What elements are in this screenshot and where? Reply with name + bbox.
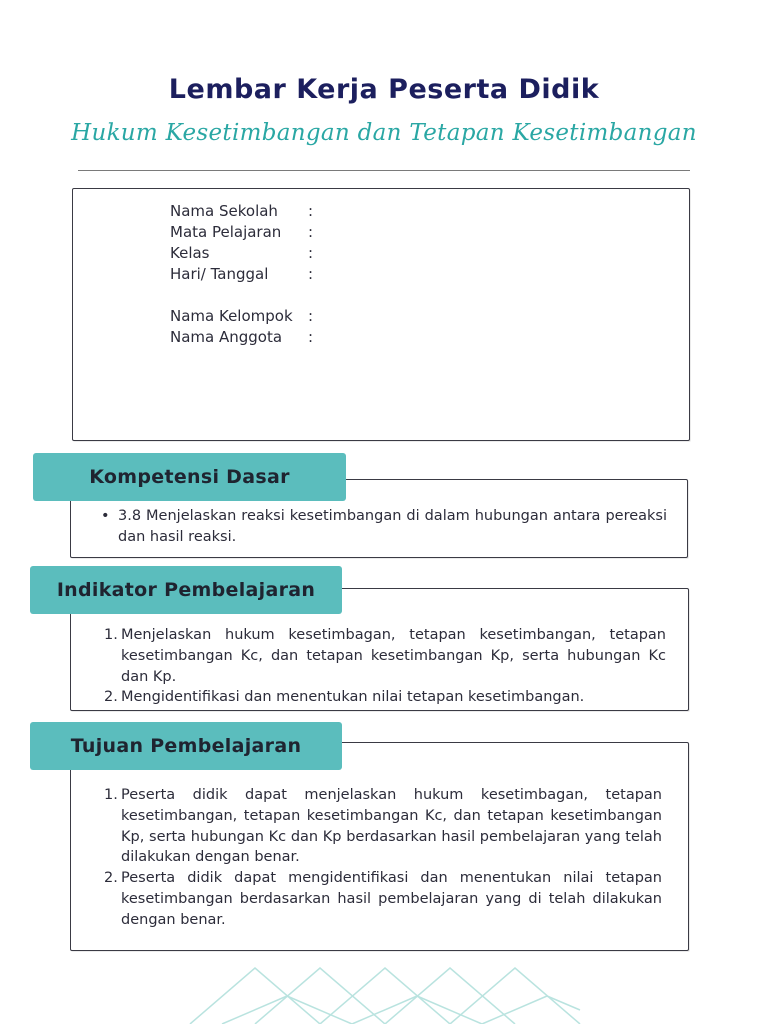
item-text: Peserta didik dapat mengidentifikasi dan menentukan nilai tetapan kesetimbangan berdasarkan hasil pembelajaran yang di telah dilakukan dengan benar.	[121, 870, 662, 928]
identity-row	[170, 306, 318, 327]
indikator-list	[104, 625, 666, 708]
item-number: 2.	[104, 870, 118, 887]
item-text: Peserta didik dapat menjelaskan hukum kesetimbagan, tetapan kesetimbangan, tetapan kesetimbangan Kc, dan tetapan kesetimbangan Kp, serta hubungan Kc dan Kp berdasarkan hasil pembelajaran yang telah dilakukan dengan benar.	[121, 787, 662, 866]
item-text: Mengidentifikasi dan menentukan nilai tetapan kesetimbangan.	[121, 689, 585, 706]
tujuan-content	[104, 785, 662, 931]
identity-row	[170, 201, 318, 222]
page-subtitle: Hukum Kesetimbangan dan Tetapan Kesetimbangan	[71, 120, 697, 146]
identity-row	[170, 264, 318, 285]
identity-row	[170, 243, 318, 264]
list-item	[104, 625, 666, 687]
field-separator: :	[308, 307, 314, 325]
tujuan-list	[104, 785, 662, 931]
list-item	[104, 785, 662, 868]
field-separator: :	[308, 223, 314, 241]
field-separator: :	[308, 328, 314, 346]
list-item: • 3.8 Menjelaskan reaksi kesetimbangan di dalam hubungan antara pereaksi dan hasil reaksi.	[101, 506, 667, 548]
tujuan-box	[70, 742, 689, 951]
field-label: Nama Sekolah	[170, 202, 278, 220]
field-label: Mata Pelajaran	[170, 223, 282, 241]
field-gap	[170, 285, 318, 306]
field-label: Hari/ Tanggal	[170, 265, 269, 283]
list-item	[104, 868, 662, 930]
field-label: Nama Kelompok	[170, 307, 293, 325]
item-number: 1.	[104, 787, 118, 803]
field-label: Kelas	[170, 244, 210, 262]
list-item	[104, 687, 666, 708]
section-heading-tujuan: Tujuan Pembelajaran	[30, 722, 342, 770]
section-heading-kompetensi-dasar: Kompetensi Dasar	[33, 453, 346, 501]
field-separator: :	[308, 202, 314, 220]
field-label: Nama Anggota	[170, 328, 283, 346]
identity-row	[170, 327, 318, 348]
identity-box	[72, 188, 690, 441]
decorative-pattern	[0, 960, 768, 1024]
identity-row	[170, 222, 318, 243]
header-divider	[78, 170, 690, 171]
indikator-content	[104, 625, 666, 708]
item-number: 1.	[104, 627, 118, 643]
field-separator: :	[308, 265, 314, 283]
kompetensi-dasar-list	[101, 506, 667, 548]
field-separator: :	[308, 244, 314, 262]
item-text: Menjelaskan hukum kesetimbagan, tetapan kesetimbangan, tetapan kesetimbangan Kc, dan tetapan kesetimbangan Kp, serta hubungan Kc dan Kp.	[121, 627, 666, 685]
identity-fields	[170, 201, 318, 348]
page-title: Lembar Kerja Peserta Didik	[168, 74, 600, 105]
item-number: 2.	[104, 689, 118, 706]
section-heading-indikator: Indikator Pembelajaran	[30, 566, 342, 614]
kompetensi-dasar-content	[101, 506, 667, 548]
